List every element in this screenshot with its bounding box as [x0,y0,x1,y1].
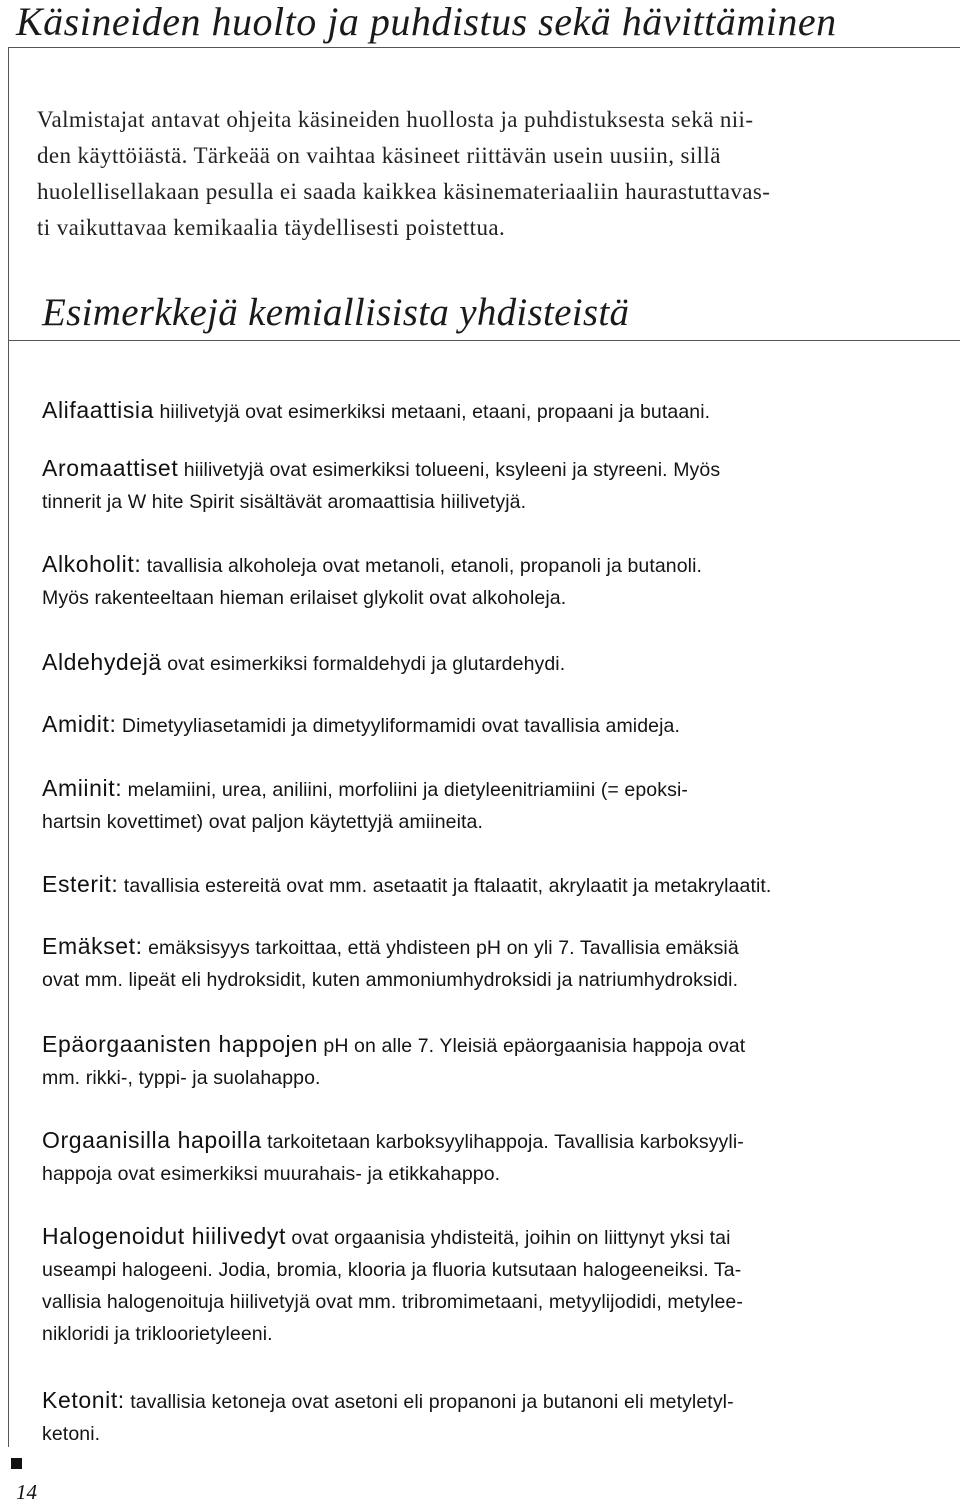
entry-term: Alkoholit: [42,551,142,577]
entry-text: tarkoitetaan karboksyylihappoja. Tavallisia karboksyyli- [267,1131,744,1153]
intro-line: huolellisellakaan pesulla ei saada kaikkea käsinemateriaaliin haurastuttavas- [37,179,771,204]
entry-orgaaniset-hapot [42,1124,960,1190]
entry-term: Aldehydejä [42,649,162,675]
entry-text: mm. rikki-, typpi- ja suolahappo. [42,1067,321,1089]
section-divider [8,340,960,341]
entry-amidit [42,708,960,742]
entry-text: ovat esimerkiksi formaldehydi ja glutardehydi. [167,653,566,675]
entry-text: Dimetyyliasetamidi ja dimetyyliformamidi ovat tavallisia amideja. [121,715,681,737]
entry-text: ketoni. [42,1423,101,1445]
entry-text: useampi halogeeni. Jodia, bromia, klooria ja fluoria kutsutaan halogeeneiksi. Ta- [42,1259,742,1281]
entry-term: Aromaattiset [42,455,179,481]
section-title: Esimerkkejä kemiallisista yhdisteistä [42,291,630,334]
entry-term: Emäkset: [42,933,143,959]
entry-ketonit [42,1384,960,1450]
entry-esterit [42,868,960,902]
entry-term: Orgaanisilla hapoilla [42,1127,262,1153]
intro-line: Valmistajat antavat ohjeita käsineiden huollosta ja puhdistuksesta sekä nii- [37,107,754,132]
margin-line [8,47,9,1447]
entry-text: pH on alle 7. Yleisiä epäorgaanisia happoja ovat [323,1035,746,1057]
entry-text: tavallisia alkoholeja ovat metanoli, etanoli, propanoli ja butanoli. [146,555,703,577]
entry-halogenoidut-hiilivedyt [42,1220,960,1350]
entry-epaorgaaniset-hapot [42,1028,960,1094]
entry-term: Halogenoidut hiilivedyt [42,1223,286,1249]
page-number: 14 [16,1480,37,1504]
entry-text: hiilivetyjä ovat esimerkiksi tolueeni, ksyleeni ja styreeni. Myös [183,459,721,481]
intro-paragraph [37,102,957,246]
entry-emakset [42,930,960,996]
entry-text: hiilivetyjä ovat esimerkiksi metaani, etaani, propaani ja butaani. [159,401,711,423]
entry-term: Alifaattisia [42,397,155,423]
entry-text: tavallisia ketoneja ovat asetoni eli propanoni ja butanoni eli metyletyl- [130,1391,734,1413]
entry-text: hartsin kovettimet) ovat paljon käytettyjä amiineita. [42,811,484,833]
entry-term: Esterit: [42,871,119,897]
entry-term: Amiinit: [42,775,123,801]
entry-term: Ketonit: [42,1387,125,1413]
entry-amiinit [42,772,960,838]
entry-text: Myös rakenteeltaan hieman erilaiset glykolit ovat alkoholeja. [42,587,567,609]
entry-text: vallisia halogenoituja hiilivetyjä ovat mm. tribromimetaani, metyylijodidi, metylee- [42,1291,743,1313]
entry-aromaattiset [42,452,960,518]
entry-text: ovat mm. lipeät eli hydroksidit, kuten ammoniumhydroksidi ja natriumhydroksidi. [42,969,739,991]
intro-line: ti vaikuttavaa kemikaalia täydellisesti poistettua. [37,215,506,240]
title-divider [8,47,960,48]
entry-text: nikloridi ja trikloorietyleeni. [42,1323,273,1345]
entry-text: ovat orgaanisia yhdisteitä, joihin on liittynyt yksi tai [291,1227,731,1249]
entry-alifaattisia [42,394,960,428]
entry-text: happoja ovat esimerkiksi muurahais- ja etikkahappo. [42,1163,501,1185]
entry-term: Epäorgaanisten happojen [42,1031,318,1057]
entry-term: Amidit: [42,711,117,737]
entry-alkoholit [42,548,960,614]
entry-text: tinnerit ja W hite Spirit sisältävät aromaattisia hiilivetyjä. [42,491,527,513]
entry-text: tavallisia estereitä ovat mm. asetaatit ja ftalaatit, akrylaatit ja metakrylaatit. [123,875,772,897]
page-title: Käsineiden huolto ja puhdistus sekä hävittäminen [16,0,837,44]
entry-text: melamiini, urea, aniliini, morfoliini ja dietyleenitriamiini (= epoksi- [127,779,688,801]
entry-aldehydeja [42,646,960,680]
entry-text: emäksisyys tarkoittaa, että yhdisteen pH on yli 7. Tavallisia emäksiä [148,937,739,959]
page-marker-square [11,1458,22,1469]
intro-line: den käyttöiästä. Tärkeää on vaihtaa käsineet riittävän usein uusiin, sillä [37,143,721,168]
